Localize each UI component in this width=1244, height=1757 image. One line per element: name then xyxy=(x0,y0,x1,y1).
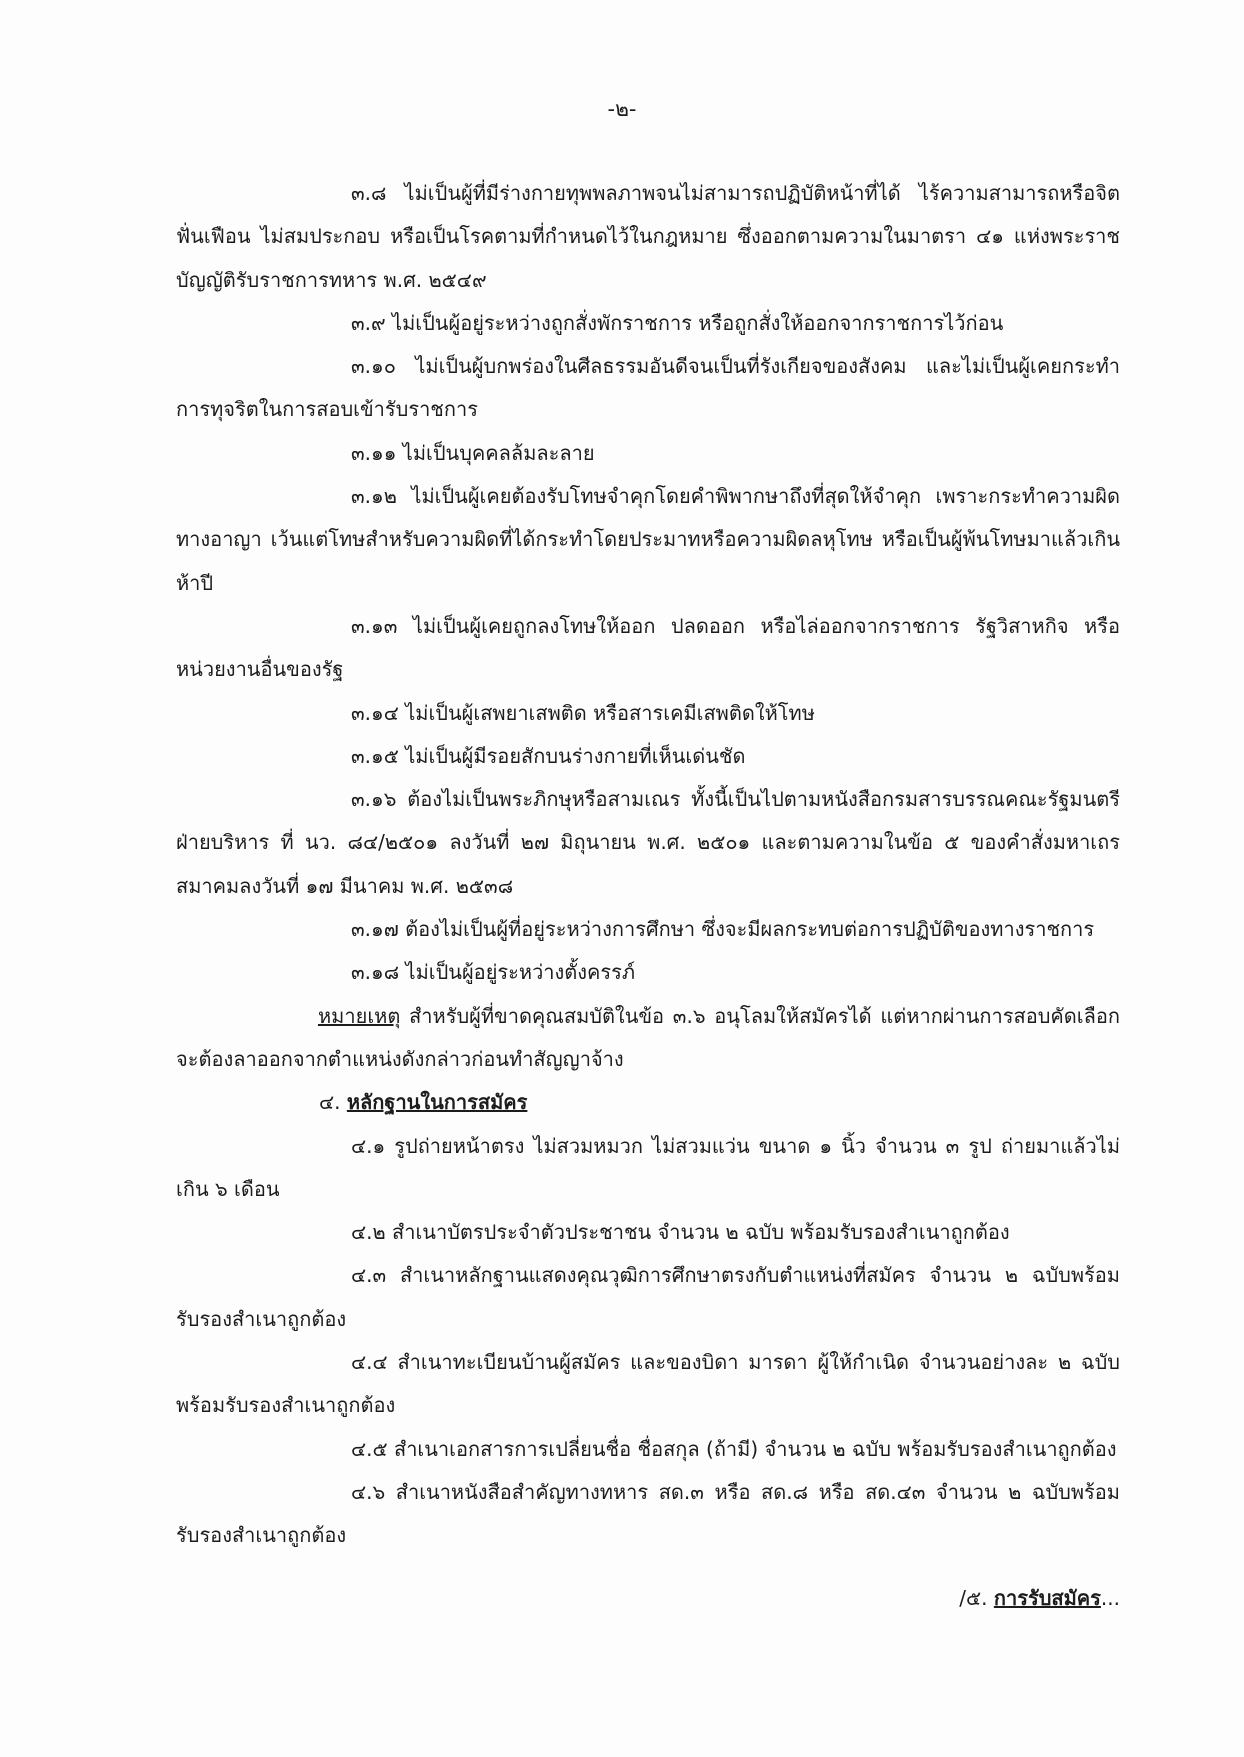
remark-paragraph xyxy=(176,995,1120,1082)
item-4-3: ๔.๓ สำเนาหลักฐานแสดงคุณวุฒิการศึกษาตรงกับตำแหน่งที่สมัคร จำนวน ๒ ฉบับพร้อมรับรองสำเนาถูกต้อง xyxy=(176,1263,1120,1331)
continuation-prefix: /๕. xyxy=(959,1586,994,1610)
clause-3-16: ๓.๑๖ ต้องไม่เป็นพระภิกษุหรือสามเณร ทั้งนี้เป็นไปตามหนังสือกรมสารบรรณคณะรัฐมนตรีฝ่ายบริหาร ที่ นว. ๘๔/๒๕๐๑ ลงวันที่ ๒๗ มิถุนายน พ.ศ. ๒๕๐๑ และตามความในข้อ ๕ ของคำสั่งมหาเถรสมาคมลงวันที่ ๑๗ มีนาคม พ.ศ. ๒๕๓๘ xyxy=(176,787,1120,898)
item-4-5: ๔.๕ สำเนาเอกสารการเปลี่ยนชื่อ ชื่อสกุล (ถ้ามี) จำนวน ๒ ฉบับ พร้อมรับรองสำเนาถูกต้อง xyxy=(351,1436,1117,1461)
clause-3-11: ๓.๑๑ ไม่เป็นบุคคลล้มละลาย xyxy=(351,440,595,465)
continuation-label: การรับสมัคร xyxy=(993,1586,1101,1610)
clause-3-14: ๓.๑๔ ไม่เป็นผู้เสพยาเสพติด หรือสารเคมีเสพติดให้โทษ xyxy=(351,700,815,725)
clause-3-13: ๓.๑๓ ไม่เป็นผู้เคยถูกลงโทษให้ออก ปลดออก หรือไล่ออกจากราชการ รัฐวิสาหกิจ หรือหน่วยงานอื่นของรัฐ xyxy=(176,613,1120,682)
item-4-1: ๔.๑ รูปถ่ายหน้าตรง ไม่สวมหมวก ไม่สวมแว่น ขนาด ๑ นิ้ว จำนวน ๓ รูป ถ่ายมาแล้วไม่เกิน ๖ เดือน xyxy=(176,1133,1120,1201)
item-4-6: ๔.๖ สำเนาหนังสือสำคัญทางทหาร สด.๓ หรือ สด.๘ หรือ สด.๔๓ จำนวน ๒ ฉบับพร้อมรับรองสำเนาถูกต้อง xyxy=(176,1479,1120,1548)
document-body xyxy=(176,172,1120,1558)
remark-label: หมายเหตุ xyxy=(318,1003,401,1028)
clause-3-8: ๓.๘ ไม่เป็นผู้ที่มีร่างกายทุพพลภาพจนไม่สามารถปฏิบัติหน้าที่ได้ ไร้ความสามารถหรือจิตฟั่นเฟือน ไม่สมประกอบ หรือเป็นโรคตามที่กำหนดไว้ในกฎหมาย ซึ่งออกตามความในมาตรา ๔๑ แห่งพระราชบัญญัติรับราชการทหาร พ.ศ. ๒๕๔๙ xyxy=(176,181,1120,292)
page-number: -๒- xyxy=(607,97,637,121)
section-4-title: หลักฐานในการสมัคร xyxy=(346,1090,528,1115)
section-4-heading xyxy=(176,1081,1120,1124)
continuation-note xyxy=(959,1582,1120,1614)
clause-3-9: ๓.๙ ไม่เป็นผู้อยู่ระหว่างถูกสั่งพักราชการ หรือถูกสั่งให้ออกจากราชการไว้ก่อน xyxy=(351,310,1004,335)
clause-3-18: ๓.๑๘ ไม่เป็นผู้อยู่ระหว่างตั้งครรภ์ xyxy=(351,960,636,985)
clause-3-17: ๓.๑๗ ต้องไม่เป็นผู้ที่อยู่ระหว่างการศึกษา ซึ่งจะมีผลกระทบต่อการปฏิบัติของทางราชการ xyxy=(351,917,1095,942)
item-4-2: ๔.๒ สำเนาบัตรประจำตัวประชาชน จำนวน ๒ ฉบับ พร้อมรับรองสำเนาถูกต้อง xyxy=(351,1220,1010,1245)
clause-3-10: ๓.๑๐ ไม่เป็นผู้บกพร่องในศีลธรรมอันดีจนเป็นที่รังเกียจของสังคม และไม่เป็นผู้เคยกระทำการทุจริตในการสอบเข้ารับราชการ xyxy=(176,354,1120,422)
clause-3-12: ๓.๑๒ ไม่เป็นผู้เคยต้องรับโทษจำคุกโดยคำพิพากษาถึงที่สุดให้จำคุก เพราะกระทำความผิดทางอาญา เว้นแต่โทษสำหรับความผิดที่ได้กระทำโดยประมาทหรือความผิดลหุโทษ หรือเป็นผู้พ้นโทษมาแล้วเกินห้าปี xyxy=(176,484,1120,595)
remark-text: สำหรับผู้ที่ขาดคุณสมบัติในข้อ ๓.๖ อนุโลมให้สมัครได้ แต่หากผ่านการสอบคัดเลือกจะต้องลาออกจากตำแหน่งดังกล่าวก่อนทำสัญญาจ้าง xyxy=(176,1003,1120,1071)
item-4-4: ๔.๔ สำเนาทะเบียนบ้านผู้สมัคร และของบิดา มารดา ผู้ให้กำเนิด จำนวนอย่างละ ๒ ฉบับพร้อมรับรองสำเนาถูกต้อง xyxy=(176,1350,1120,1418)
clause-3-15: ๓.๑๕ ไม่เป็นผู้มีรอยสักบนร่างกายที่เห็นเด่นชัด xyxy=(351,743,746,768)
continuation-suffix: ... xyxy=(1100,1586,1120,1610)
section-4-number: ๔. xyxy=(319,1090,341,1115)
